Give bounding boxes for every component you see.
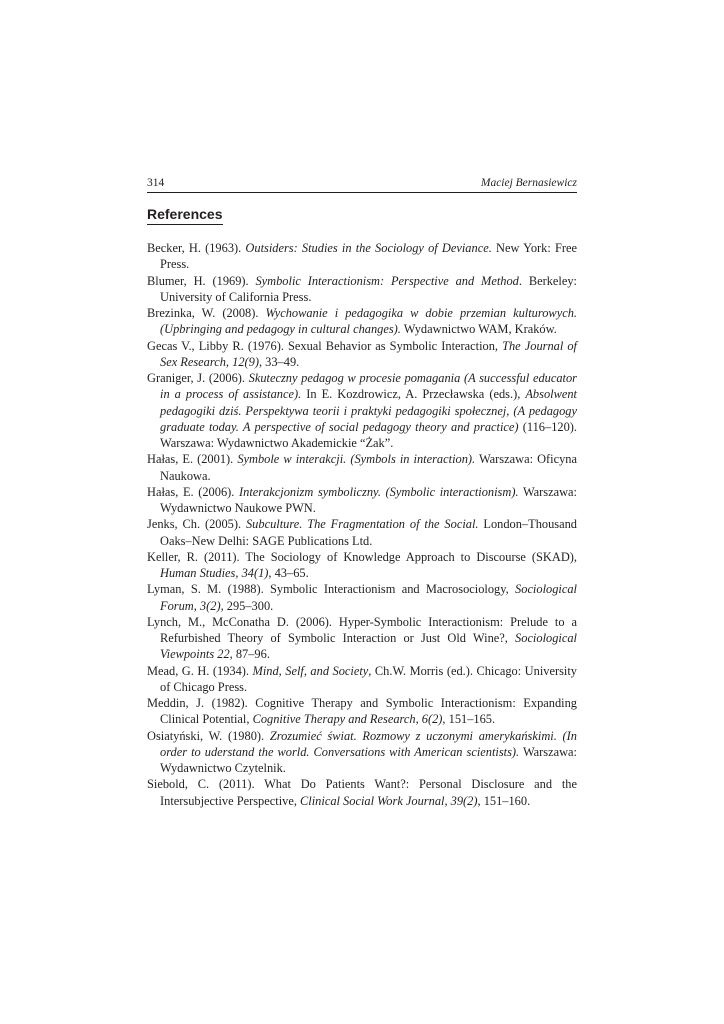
reference-text: Blumer, H. (1969). — [147, 273, 256, 288]
reference-title-italic: Symbole w interakcji. (Symbols in interaction). — [237, 452, 476, 467]
reference-list — [147, 240, 577, 809]
reference-text: Siebold, C. (2011). What Do Patients Want?: Personal Disclosure and the Intersubjective Perspective, — [147, 777, 577, 808]
reference-text: Mead, G. H. (1934). — [147, 663, 253, 678]
reference-entry — [147, 695, 577, 728]
reference-text: , 151–160. — [477, 793, 531, 808]
reference-entry — [147, 338, 577, 371]
reference-text: Hałas, E. (2006). — [147, 484, 239, 499]
reference-text: Warszawa: Wydawnictwo Czytelnik. — [160, 744, 577, 775]
reference-title-italic: Sociological Viewpoints 22 — [160, 631, 577, 662]
reference-entry — [147, 549, 577, 582]
reference-text: Warszawa: Wydawnictwo Naukowe PWN. — [160, 484, 577, 515]
reference-entry — [147, 614, 577, 663]
reference-text: Jenks, Ch. (2005). — [147, 517, 246, 532]
section-title: References — [147, 206, 223, 225]
page-number: 314 — [147, 177, 165, 189]
reference-text: , 43–65. — [268, 566, 309, 580]
reference-entry — [147, 663, 577, 696]
reference-text: In E. Kozdrowicz, A. Przecławska (eds.), — [301, 387, 526, 402]
reference-entry — [147, 451, 577, 484]
reference-text: Graniger, J. (2006). — [147, 371, 249, 385]
reference-text: Becker, H. (1963). — [147, 241, 246, 255]
reference-text: New York: Free Press. — [160, 241, 577, 272]
reference-title-italic: Mind, Self, and Society — [252, 663, 369, 678]
reference-title-italic: Skuteczny pedagog w procesie pomagania (A successful educator in a process of assistance). — [160, 371, 577, 402]
reference-title-italic: Sociological Forum, 3(2) — [160, 582, 577, 613]
reference-entry — [147, 776, 577, 809]
reference-text: Lyman, S. M. (1988). Symbolic Interactionism and Macrosociology, — [147, 582, 516, 597]
reference-title-italic: Absolwent pedagogiki dziś. Perspektywa teorii i praktyki pedagogiki społecznej, (A pedagogy graduate today. A perspective of social pedagogy theory and practice) — [160, 387, 577, 434]
reference-entry — [147, 305, 577, 338]
reference-text: Hałas, E. (2001). — [147, 452, 238, 467]
reference-text: Warszawa: Oficyna Naukowa. — [160, 452, 577, 483]
reference-entry — [147, 581, 577, 614]
reference-text: London–Thousand Oaks–New Delhi: SAGE Publications Ltd. — [160, 517, 577, 548]
reference-text: Wydawnictwo WAM, Kraków. — [400, 322, 557, 337]
running-head-author: Maciej Bernasiewicz — [480, 177, 577, 189]
reference-text: Meddin, J. (1982). Cognitive Therapy and Symbolic Interactionism: Expanding Clinical Potential, — [147, 696, 577, 727]
reference-title-italic: Symbolic Interactionism: Perspective and Method — [255, 273, 519, 288]
reference-text: . Berkeley: University of California Press. — [160, 273, 577, 304]
reference-title-italic: Subculture. The Fragmentation of the Social. — [245, 517, 479, 532]
reference-text: Keller, R. (2011). The Sociology of Knowledge Approach to Discourse (SKAD), — [147, 549, 577, 564]
reference-title-italic: Outsiders: Studies in the Sociology of Deviance. — [245, 241, 492, 255]
reference-text: , 295–300. — [220, 598, 274, 613]
reference-entry — [147, 370, 577, 451]
reference-entry — [147, 728, 577, 777]
reference-text: (116–120). Warszawa: Wydawnictwo Akademickie “Żak”. — [160, 419, 578, 450]
reference-text: , 87–96. — [229, 647, 270, 662]
reference-text: , 151–165. — [442, 712, 496, 727]
reference-text: Gecas V., Libby R. (1976). Sexual Behavior as Symbolic Interaction, — [147, 338, 503, 353]
running-header — [147, 176, 577, 193]
reference-entry — [147, 484, 577, 517]
reference-text: , 33–49. — [258, 354, 300, 369]
reference-entry — [147, 273, 577, 306]
reference-title-italic: Human Studies, 34(1) — [160, 566, 269, 580]
reference-title-italic: The Journal of Sex Research, 12(9) — [160, 338, 577, 369]
reference-entry — [147, 240, 577, 273]
reference-text: Brezinka, W. (2008). — [147, 306, 266, 320]
reference-title-italic: Wychowanie i pedagogika w dobie przemian kulturowych. (Upbringing and pedagogy in cultural changes). — [160, 306, 577, 337]
reference-title-italic: Zrozumieć świat. Rozmowy z uczonymi amerykańskimi. (In order to uderstand the world. Conversations with American scientists). — [160, 728, 577, 759]
reference-title-italic: Interakcjonizm symboliczny. (Symbolic interactionism). — [239, 484, 519, 499]
reference-entry — [147, 516, 577, 549]
reference-text: Lynch, M., McConatha D. (2006). Hyper-Symbolic Interactionism: Prelude to a Refurbished Theory of Symbolic Interaction or Just Old Wine?, — [147, 614, 577, 645]
reference-text: Osiatyński, W. (1980). — [147, 728, 270, 743]
reference-text: , Ch.W. Morris (ed.). Chicago: University of Chicago Press. — [160, 663, 577, 694]
reference-title-italic: Clinical Social Work Journal, 39(2) — [300, 793, 478, 808]
reference-title-italic: Cognitive Therapy and Research, 6(2) — [252, 712, 443, 727]
